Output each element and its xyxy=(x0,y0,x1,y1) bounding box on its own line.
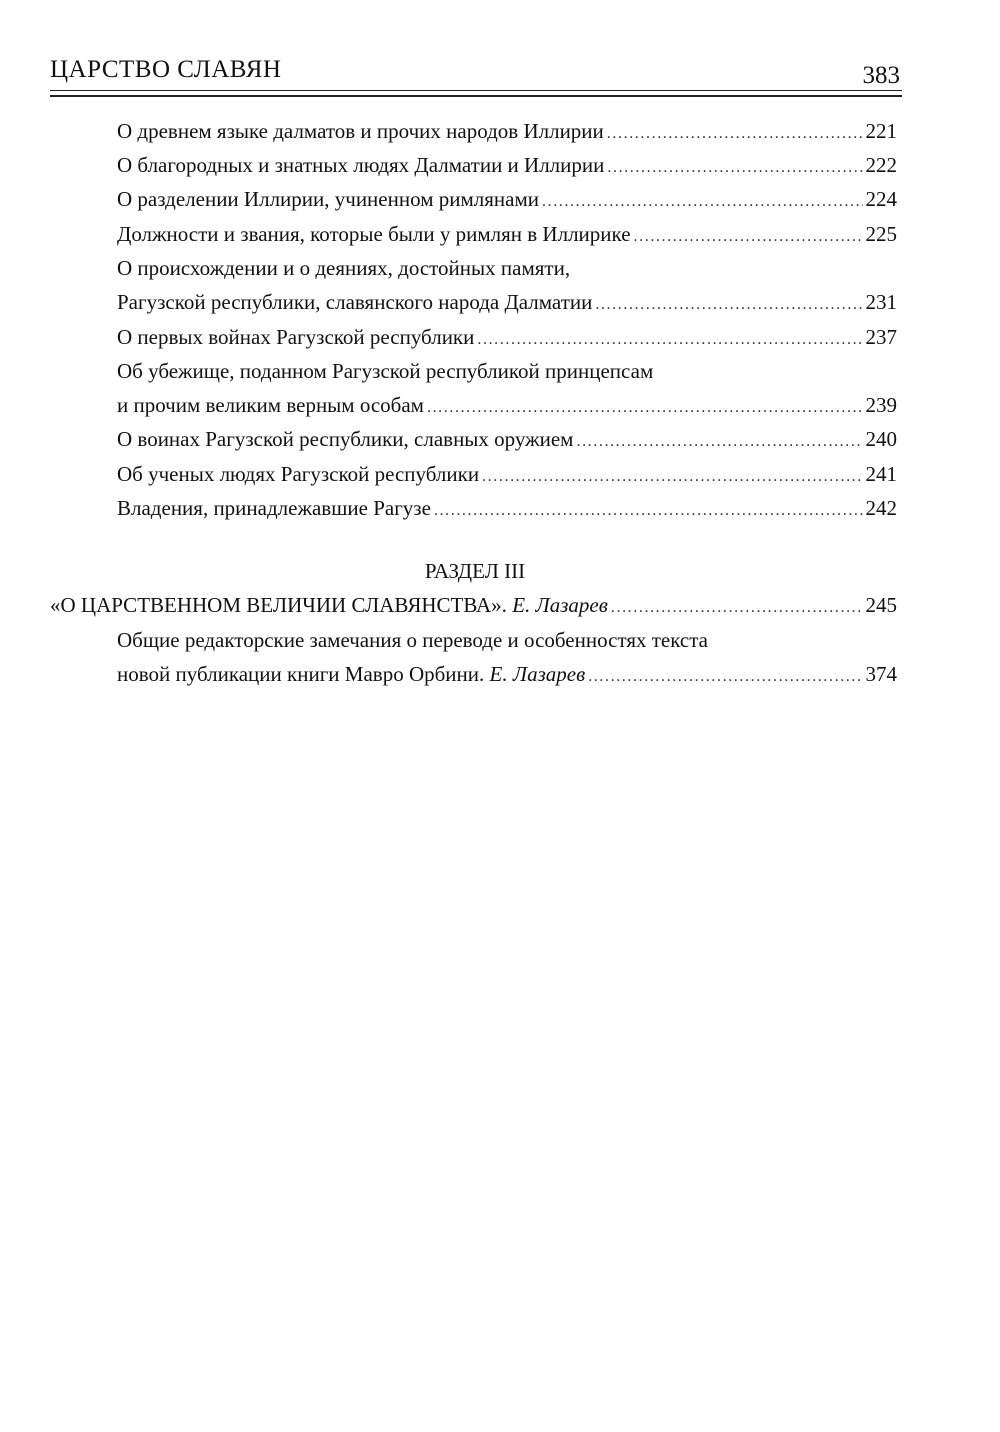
toc-entry-title: Об ученых людях Рагузской республики xyxy=(117,462,480,486)
toc-entry-title: Должности и звания, которые были у римлян в Иллирике xyxy=(117,222,631,246)
header-rule-thin xyxy=(50,90,902,91)
toc-entry-page: 245 xyxy=(865,593,897,617)
toc-entry-page: 374 xyxy=(865,662,897,686)
toc-entry-page: 221 xyxy=(865,119,897,143)
toc-entry xyxy=(117,287,897,317)
toc-entry xyxy=(117,390,897,420)
toc-entry-page: 240 xyxy=(865,427,897,451)
leader-dots xyxy=(611,593,863,623)
leader-dots xyxy=(607,119,863,149)
toc-entry-title: О воинах Рагузской республики, славных оружием xyxy=(117,427,574,451)
leader-dots xyxy=(588,662,862,692)
leader-dots xyxy=(434,496,863,526)
toc-entry xyxy=(117,659,897,689)
leader-dots xyxy=(634,222,863,252)
toc-entry xyxy=(117,116,897,146)
toc-entry-line1 xyxy=(117,625,897,655)
toc-entry-title: О разделении Иллирии, учиненном римлянами xyxy=(117,187,539,211)
toc-entry xyxy=(50,590,897,620)
toc-entry-page: 242 xyxy=(865,496,897,520)
toc-entry-title-text: «О ЦАРСТВЕННОМ ВЕЛИЧИИ СЛАВЯНСТВА». xyxy=(50,593,507,617)
toc-entry-title: и прочим великим верным особам xyxy=(117,393,424,417)
running-header xyxy=(50,52,902,100)
leader-dots xyxy=(482,462,862,492)
toc-entry-page: 222 xyxy=(865,153,897,177)
leader-dots xyxy=(607,153,862,183)
toc-entry xyxy=(117,184,897,214)
page-number: 383 xyxy=(862,62,900,89)
toc-entry-title: О первых войнах Рагузской республики xyxy=(117,325,475,349)
toc-entry-page: 224 xyxy=(865,187,897,211)
toc-entry-title xyxy=(117,659,585,689)
section-heading xyxy=(0,559,1000,584)
toc-entry-title: Рагузской республики, славянского народа Далматии xyxy=(117,290,593,314)
toc-entry-title xyxy=(50,590,608,620)
toc-entry xyxy=(117,493,897,523)
toc-entry-author: Е. Лазарев xyxy=(489,662,586,686)
toc-entry-title-text: новой публикации книги Мавро Орбини. xyxy=(117,662,485,686)
toc-entry xyxy=(117,150,897,180)
toc-entry-line1 xyxy=(117,253,897,283)
toc-entry xyxy=(117,459,897,489)
toc-entry xyxy=(117,219,897,249)
leader-dots xyxy=(477,325,862,355)
toc-entry xyxy=(117,322,897,352)
toc-entry-page: 239 xyxy=(865,393,897,417)
toc-entry-page: 241 xyxy=(865,462,897,486)
toc-entry xyxy=(117,424,897,454)
header-rule-thick xyxy=(50,95,902,97)
toc-entry-title: О благородных и знатных людях Далматии и Иллирии xyxy=(117,153,605,177)
toc-entry-page: 237 xyxy=(865,325,897,349)
running-title: ЦАРСТВО СЛАВЯН xyxy=(50,56,282,83)
leader-dots xyxy=(595,290,862,320)
leader-dots xyxy=(427,393,863,423)
toc-entry-title: Владения, принадлежавшие Рагузе xyxy=(117,496,431,520)
toc-entry-title-line1: О происхождении и о деяниях, достойных памяти, xyxy=(117,256,571,280)
leader-dots xyxy=(576,427,862,457)
toc-entry-title: О древнем языке далматов и прочих народов Иллирии xyxy=(117,119,604,143)
toc-entry-author: Е. Лазарев xyxy=(512,593,608,617)
leader-dots xyxy=(542,187,863,217)
toc-entry-page: 231 xyxy=(865,290,897,314)
toc-entry-line1 xyxy=(117,356,897,386)
toc-entry-title-line1: Об убежище, поданном Рагузской республикой принцепсам xyxy=(117,359,654,383)
toc-entry-page: 225 xyxy=(865,222,897,246)
toc-entry-title-line1: Общие редакторские замечания о переводе и особенностях текста xyxy=(117,628,709,652)
section-heading-label: РАЗДЕЛ III xyxy=(424,559,526,583)
